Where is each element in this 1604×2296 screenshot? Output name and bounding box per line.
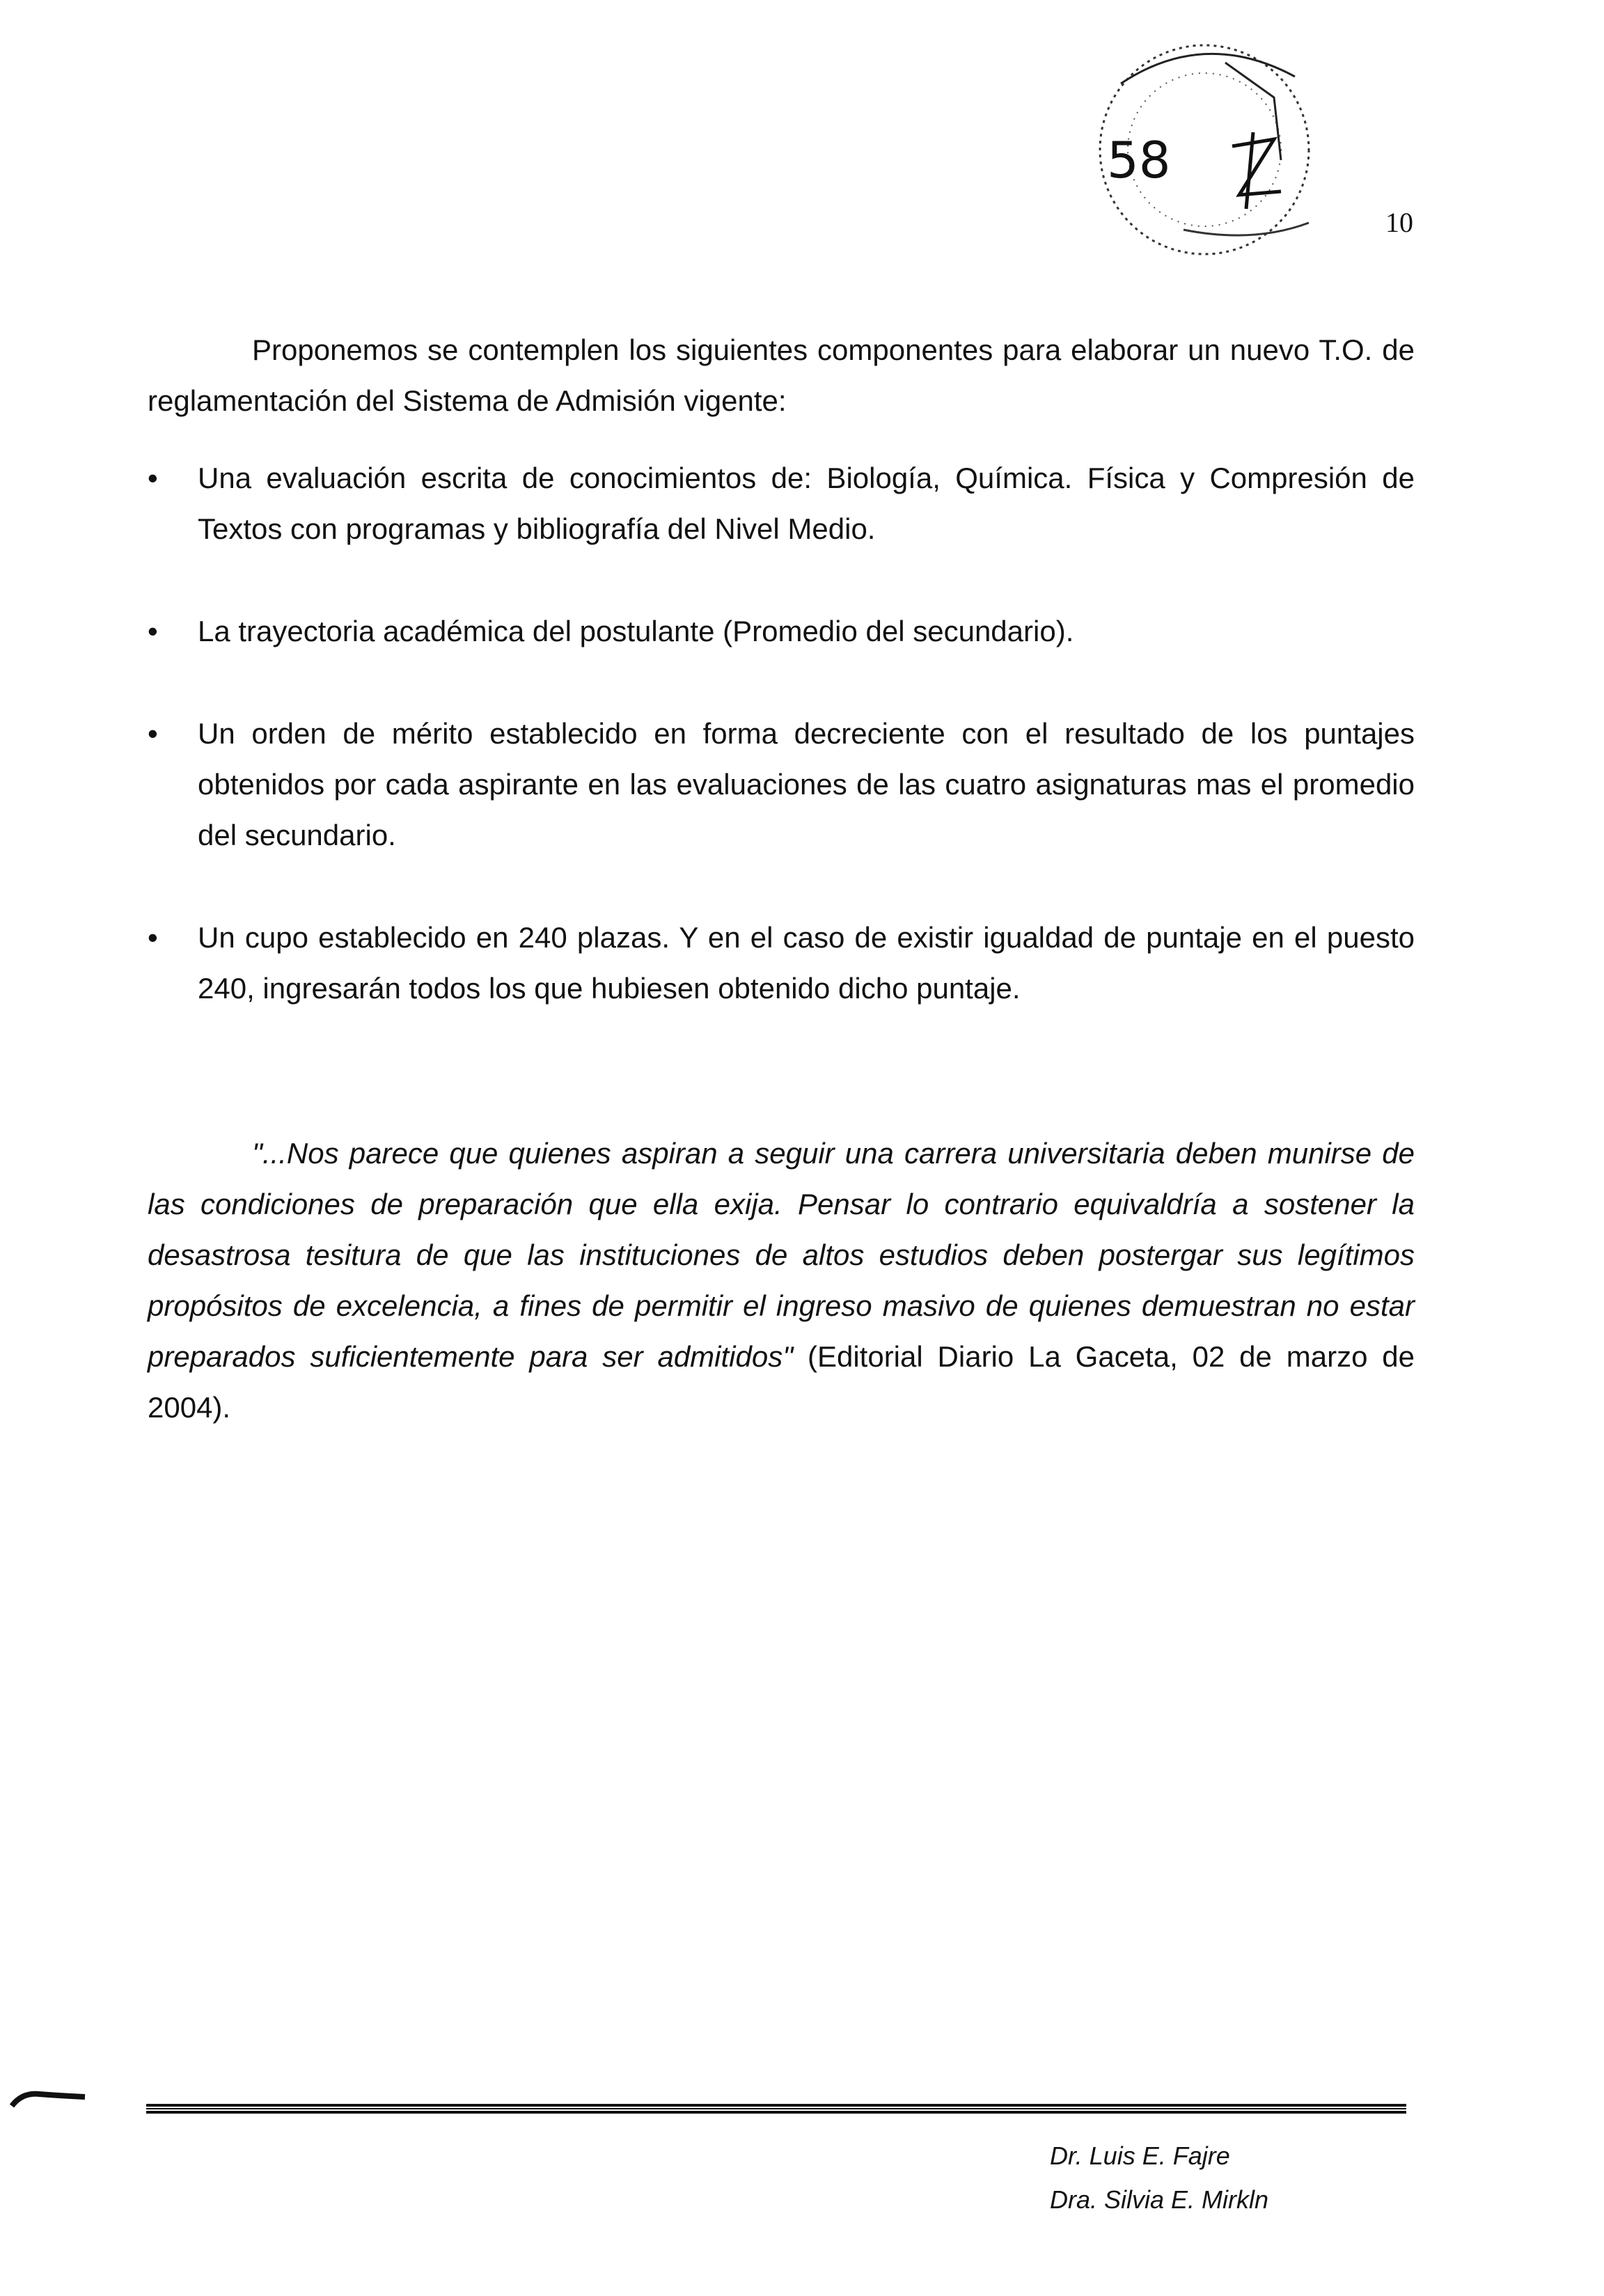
signature-author-2: Dra. Silvia E. Mirkln: [1050, 2185, 1269, 2214]
list-item: • Un cupo establecido en 240 plazas. Y en el caso de existir igualdad de puntaje en el puesto 240, ingresarán todos los que hubiesen obtenido dicho puntaje.: [148, 912, 1415, 1014]
footer-divider: [146, 2104, 1406, 2114]
quote-source: (Editorial Diario La Gaceta, 02 de marzo de 2004).: [148, 1340, 1415, 1424]
list-item: • La trayectoria académica del postulante (Promedio del secundario).: [148, 606, 1415, 656]
ink-mark: [8, 2082, 92, 2116]
svg-text:58: 58: [1107, 131, 1171, 189]
list-item: • Un orden de mérito establecido en forma decreciente con el resultado de los puntajes obtenidos por cada aspirante en las evaluaciones de las cuatro asignaturas mas el promedio del secundario.: [148, 708, 1415, 860]
components-list: [148, 453, 1415, 1065]
quote-text: "...Nos parece que quienes aspiran a seguir una carrera universitaria deben munirse de las condiciones de preparación que ella exija. Pensar lo contrario equivaldría a sostener la desastrosa tesitura de que las instituciones de altos estudios deben postergar sus legítimos propósitos de excelencia, a fines de permitir el ingreso masivo de quienes demuestran no estar preparados suficientemente para ser admitidos": [148, 1137, 1415, 1373]
quote-paragraph: [148, 1128, 1415, 1433]
seal-stamp: [1044, 21, 1358, 272]
intro-paragraph: Proponemos se contemplen los siguientes componentes para elaborar un nuevo T.O. de reglamentación del Sistema de Admisión vigente:: [148, 333, 1415, 417]
signature-author-1: Dr. Luis E. Fajre: [1050, 2141, 1230, 2170]
list-item: • Una evaluación escrita de conocimientos de: Biología, Química. Física y Compresión de Textos con programas y bibliografía del Nivel Medio.: [148, 453, 1415, 554]
page-number: 10: [1385, 207, 1413, 238]
